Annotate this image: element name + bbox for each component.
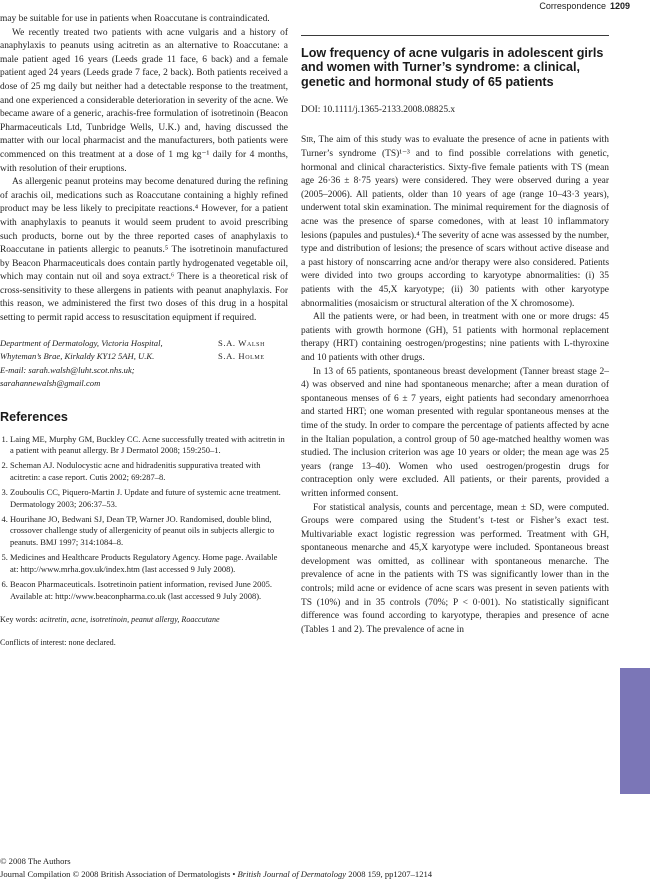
paragraph: In 13 of 65 patients, spontaneous breast development (Tanner breast stage 2–4) was observed and nine had spontaneous menarche; after a mean duration of spontaneous menses of 6 ± 7 years, eight patients had secondary amenorrhoea and started HRT; one woman presented with regular spontaneous menses at the time of the study. In order to compare the percentage of patients affected by acne in the Italian population, a control group of 50 age-matched healthy women was studied. The inclusion criterion was age 10 years or older; the mean age was 25 years (range 13–40). Women who used oestrogen/progestin drugs for contraception only were excluded. All patients, or their parents, provided a written informed consent. — [301, 366, 609, 499]
journal-compilation: Journal Compilation © 2008 British Association of Dermatologists • — [0, 868, 236, 879]
journal-name: British Journal of Dermatology — [237, 868, 347, 879]
author-affiliation — [0, 337, 288, 391]
side-thumb-tab — [620, 668, 650, 794]
page-footer — [0, 855, 620, 880]
paragraph: We recently treated two patients with acne vulgaris and a history of anaphylaxis to peanuts using acitretin as an alternative to Roaccutane: a male patient aged 16 years (Leeds grade 11 face, 6 back) and a female patient aged 24 years (Leeds grade 7 face, 2 back). Both patients received a dose of 25 mg daily but neither had a detectable response to the treatment, and one experienced a considerable deterioration in severity of the acne. We became aware of a generic, arachis-free formulation of isotretinoin (Beacon Pharmaceuticals Ltd, Tunbridge Wells, U.K.) and, having discussed the matter with our local pharmacist and the manufacturers, both patients were commenced on this treatment at a dose of 1 mg kg⁻¹ daily for 4 months, with resolution of their eruptions. — [0, 27, 288, 174]
reference-item: 4. Hourihane JO, Bedwani SJ, Dean TP, Warner JO. Randomised, double blind, crossover challenge study of allergenicity of peanut oils in subjects allergic to peanuts. BMJ 1997; 314:1084–8. — [10, 514, 288, 548]
paragraph: As allergenic peanut proteins may become denatured during the refining of arachis oil, medications such as Roaccutane containing a highly refined product may be less likely to precipitate reactions.⁴ However, for a patient with anaphylaxis to peanuts it would seem prudent to avoid prescribing such products, borne out by the three reported cases of anaphylaxis to Roaccutane in patients allergic to peanuts.⁵ The isotretinoin manufactured by Beacon Pharmaceuticals does contain partly hydrogenated vegetable oil, which may contain nut oil and soya extract.⁶ There is a theoretical risk of cross-sensitivity to these allergens in patients with peanut anaphylaxis. For this reason, we administered the first two doses of this drug in a hospital setting to permit rapid access to resuscitation equipment if required. — [0, 177, 288, 324]
affiliation-line: Whyteman’s Brae, Kirkaldy KY12 5AH, U.K. — [0, 351, 155, 362]
running-header — [539, 0, 630, 13]
author-name: S.A. Holme — [218, 351, 265, 362]
doi: DOI: 10.1111/j.1365-2133.2008.08825.x — [301, 104, 456, 115]
author-names — [218, 337, 265, 364]
reference-item: 3. Zouboulis CC, Piquero-Martin J. Update and future of systemic acne treatment. Dermatology 2003; 206:37–53. — [10, 487, 288, 510]
reference-item: 5. Medicines and Healthcare Products Regulatory Agency. Home page. Available at: http://www.mrha.gov.uk/index.htm (last accessed 9 July 2008). — [10, 552, 288, 575]
reference-item: 6. Beacon Pharmaceuticals. Isotretinoin patient information, revised June 2005. Available at: http://www.beaconpharma.co.uk (last accessed 9 July 2008). — [10, 579, 288, 602]
paragraph — [301, 134, 609, 311]
keywords-text: acitretin, acne, isotretinoin, peanut allergy, Roaccutane — [39, 614, 220, 624]
conflicts-statement: Conflicts of interest: none declared. — [0, 637, 116, 647]
page-number: 1209 — [609, 1, 630, 11]
article-divider — [301, 35, 609, 36]
email-line: sarahannewalsh@gmail.com — [0, 378, 101, 389]
left-column — [0, 13, 288, 650]
paragraph-text: The aim of this study was to evaluate the presence of acne in patients with Turner’s syndrome (TS)¹⁻³ and to find possible correlations with genetic, hormonal and clinical characteristics. Sixty-five female patients with TS (mean age 26·36 ± 8·75 years) were considered. They were observed during a year (2005–2006). All patients, older than 10 years of age (range 10–43·3 years), underwent total skin examination. The minimal requirement for the diagnosis of acne was the presence of sparse comedones, with at least 10 inflammatory lesions (papules and pustules).⁴ The severity of acne was assessed by the number, type and distribution of lesions; the presence of scars without active disease and a past history of nonscarring acne and/or therapy were also considered. Patients were divided into two groups according to karyotype abnormalities: (i) 35 patients with the 45,X karyotype; (ii) 30 patients with other karyotype abnormalities (mosaicism or structural alteration of the X chromosome). — [301, 135, 609, 309]
journal-issue: 2008 159, pp1207–1214 — [348, 868, 433, 879]
reference-list — [0, 434, 288, 602]
reference-item: 1. Laing ME, Murphy GM, Buckley CC. Acne successfully treated with acitretin in a patient with peanut allergy. Br J Dermatol 2008; 159:250–1. — [10, 434, 288, 457]
journal-line — [0, 868, 620, 881]
reference-item: 2. Scheman AJ. Nodulocystic acne and hidradenitis suppurativa treated with acitretin: a case report. Cutis 2002; 69:287–8. — [10, 460, 288, 483]
paragraph: All the patients were, or had been, in treatment with one or more drugs: 45 patients with growth hormone (GH), 51 patients with hormonal replacement therapy (HRT) containing oestrogen/progestins; nine patients with L-thyroxine and 10 patients with other drugs. — [301, 312, 609, 363]
paragraph: For statistical analysis, counts and percentage, mean ± SD, were computed. Groups were compared using the Student’s t-test or Fisher’s exact test. Multivariable exact logistic regression was performed. Treatment with GH, spontaneous menarche and 45,X karyotype were included. Spontaneous breast development was omitted, as collinear with spontaneous menarche. The prevalence of acne in the patients with TS was significantly lower than in the controls; mild acne or evidence of acne scars was present in seven patients with TS (10%) and in 35 controls (70%; P < 0·001). No statistically significant difference was found according to karyotype, therapies and presence of acne (Tables 1 and 2). The prevalence of acne in — [301, 502, 609, 635]
references-heading: References — [0, 410, 68, 425]
keywords — [0, 614, 288, 625]
copyright-line: © 2008 The Authors — [0, 856, 71, 866]
section-label: Correspondence — [539, 1, 606, 11]
author-name: S.A. Walsh — [218, 337, 266, 348]
affiliation-line: Department of Dermatology, Victoria Hospital, — [0, 337, 163, 348]
right-column — [301, 13, 609, 637]
article-title: Low frequency of acne vulgaris in adolescent girls and women with Turner’s syndrome: a clinical, genetic and hormonal study of 65 patients — [301, 46, 604, 89]
email-line: E-mail: sarah.walsh@luht.scot.nhs.uk; — [0, 364, 135, 375]
paragraph: may be suitable for use in patients when Roaccutane is contraindicated. — [0, 14, 270, 24]
salutation: Sir, — [301, 135, 316, 146]
keywords-label: Key words: — [0, 614, 38, 624]
